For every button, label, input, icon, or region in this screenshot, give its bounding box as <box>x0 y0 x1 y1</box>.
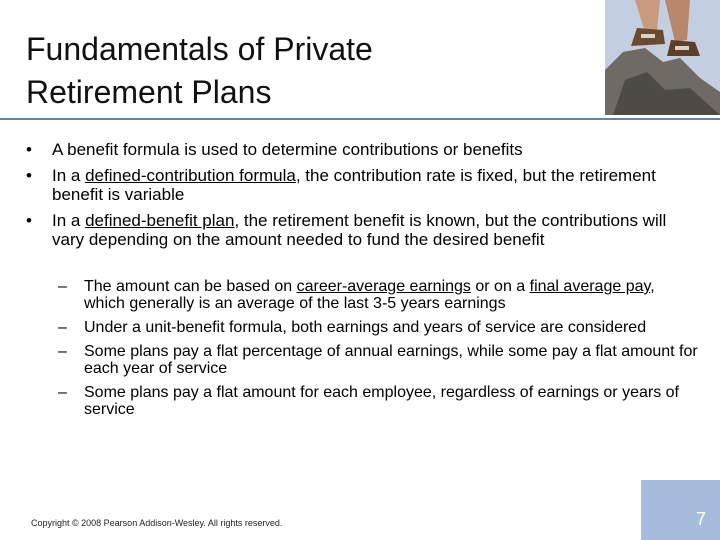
dash-symbol: – <box>58 319 67 336</box>
bullet-item <box>26 211 686 249</box>
sub-bullet-item <box>58 278 698 312</box>
page-number-box <box>641 480 720 540</box>
bullet-symbol: • <box>26 140 32 159</box>
dash-symbol: – <box>58 384 67 401</box>
sub-bullet-item <box>58 319 698 336</box>
dash-symbol: – <box>58 278 67 295</box>
sub-text-mid: or on a <box>470 278 530 295</box>
bullet-text-pre: In a <box>52 166 86 185</box>
bullet-symbol: • <box>26 211 32 230</box>
term-final-average: final average pay <box>529 278 651 295</box>
main-bullet-list <box>26 140 686 256</box>
title-line-2: Retirement Plans <box>26 74 272 110</box>
bullet-text-post: , the retirement benefit is known, but the contributions will vary depending on the amount needed to fund the desired benefit <box>52 211 667 249</box>
sub-text: Under a unit-benefit formula, both earnings and years of service are considered <box>84 319 647 336</box>
sub-bullet-item <box>58 384 698 418</box>
dash-symbol: – <box>58 343 67 360</box>
bullet-text: A benefit formula is used to determine contributions or benefits <box>52 140 523 159</box>
title-divider <box>0 118 720 120</box>
sub-text: Some plans pay a flat amount for each employee, regardless of earnings or years of service <box>84 384 679 418</box>
term-career-average: career-average earnings <box>296 278 471 295</box>
slide-title <box>26 28 586 114</box>
term-defined-contribution: defined-contribution formula <box>85 166 296 185</box>
title-line-1: Fundamentals of Private <box>26 31 373 67</box>
bullet-text-post: , the contribution rate is fixed, but the retirement benefit is variable <box>52 166 656 204</box>
hiker-illustration <box>605 0 720 115</box>
sub-text-pre: The amount can be based on <box>84 278 297 295</box>
sub-bullet-item <box>58 343 698 377</box>
bullet-text-pre: In a <box>52 211 86 230</box>
sub-text-post: , which generally is an average of the last 3-5 years earnings <box>84 278 655 312</box>
sub-text: Some plans pay a flat percentage of annual earnings, while some pay a flat amount for each year of service <box>84 343 698 377</box>
bullet-item <box>26 166 686 204</box>
bullet-symbol: • <box>26 166 32 185</box>
bullet-item <box>26 140 686 159</box>
sub-bullet-list <box>58 278 698 425</box>
copyright-footer: Copyright © 2008 Pearson Addison-Wesley. All rights reserved. <box>31 518 283 528</box>
term-defined-benefit: defined-benefit plan <box>85 211 235 230</box>
page-number: 7 <box>695 509 706 529</box>
hiker-photo <box>605 0 720 115</box>
